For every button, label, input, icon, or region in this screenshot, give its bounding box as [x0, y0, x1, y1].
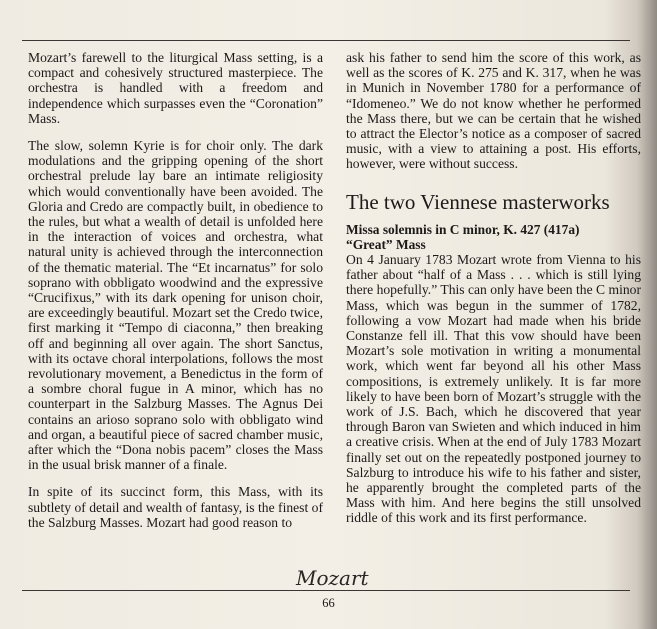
left-paragraph-1: Mozart’s farewell to the liturgical Mass setting, is a compact and cohesively structured masterpiece. The orchestra is handled with a freedom and independence which surpasses even the “Coronation” Mass.	[28, 50, 323, 126]
left-paragraph-3: In spite of its succinct form, this Mass, with its subtlety of detail and wealth of fantasy, is the finest of the Salzburg Masses. Mozart had good reason to	[28, 484, 323, 530]
bottom-rule	[22, 590, 630, 591]
page-number: 66	[322, 596, 335, 610]
work-subtitle: “Great” Mass	[346, 236, 426, 252]
work-title: Missa solemnis in C minor, K. 427 (417a)	[346, 221, 580, 237]
mozart-signature: Mozart	[296, 566, 369, 590]
right-paragraph-2: On 4 January 1783 Mozart wrote from Vienna to his father about “half of a Mass . . . which is still lying there hopefully.” This can only have been the C minor Mass, which was begun in the summer of 1782, following a vow Mozart had made when his bride Constanze fell ill. That this vow should have been Mozart’s sole motivation in writing a monumental work, which went far beyond all his other Mass compositions, is extremely unlikely. It is far more likely to have been born of Mozart’s struggle with the work of J.S. Bach, which he discovered that year through Baron van Swieten and which induced in him a creative crisis. When at the end of July 1783 Mozart finally set out on the repeatedly postponed journey to Salzburg to introduce his wife to his father and sister, he apparently brought the completed parts of the Mass with him. And here begins the still unsolved riddle of this work and its first performance.	[346, 252, 641, 526]
right-column	[346, 50, 641, 538]
right-paragraph-1: ask his father to send him the score of this work, as well as the scores of K. 275 and K. 317, when he was in Munich in November 1780 for a performance of “Idomeneo.” We do not know whether he performed the Mass there, but we can be certain that he wished to attract the Elector’s notice as a composer of sacred music, with a view to attaining a post. His efforts, however, were without success.	[346, 50, 641, 172]
top-rule	[22, 40, 630, 41]
left-paragraph-2: The slow, solemn Kyrie is for choir only. The dark modulations and the gripping opening of the short orchestral prelude lay bare an intimate religiosity which would conventionally have been avoided. The Gloria and Credo are compactly built, in obedience to the rules, but what a wealth of detail is unfolded here in the interaction of voices and orchestra, what natural unity is achieved through the interconnection of the thematic material. The “Et incarnatus” for solo soprano with obbligato woodwind and the expressive “Crucifixus,” with its dark opening for unison choir, are exceedingly beautiful. Mozart set the Credo twice, first marking it “Tempo di ciaconna,” then breaking off and beginning all over again. The short Sanctus, with its octave choral interpolations, follows the most revolutionary movement, a Benedictus in the form of a sombre choral fugue in A minor, which has no counterpart in the Salzburg Masses. The Agnus Dei contains an arioso soprano solo with obbligato wind and organ, a beautiful piece of sacred chamber music, after which the “Dona nobis pacem” closes the Mass in the usual brisk manner of a finale.	[28, 138, 323, 473]
left-column	[28, 50, 323, 542]
section-heading: The two Viennese masterworks	[346, 189, 610, 214]
